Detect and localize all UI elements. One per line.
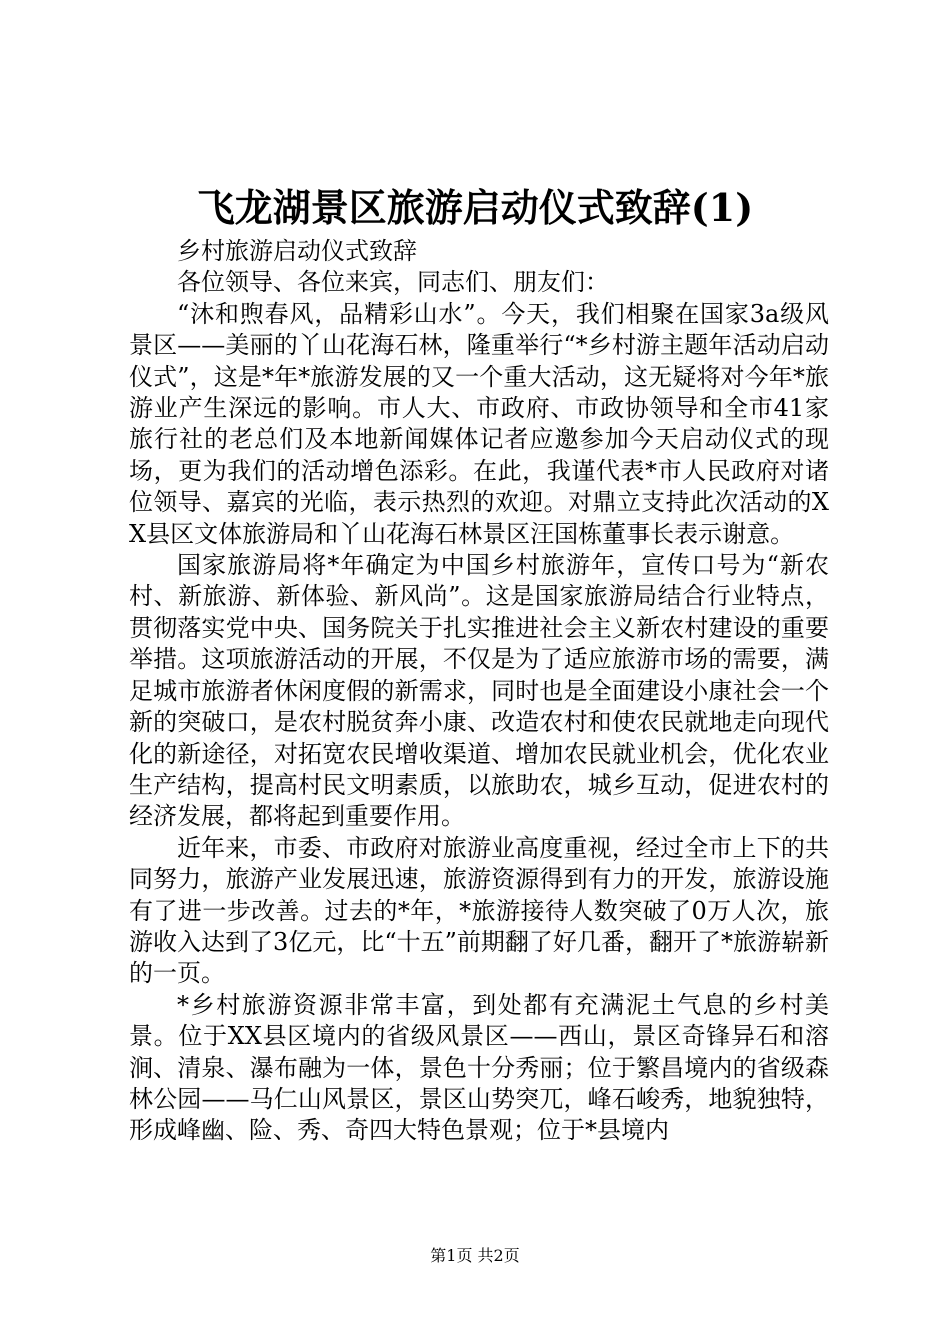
page-footer: 第1页 共2页	[430, 1246, 520, 1265]
paragraph-salutation: 各位领导、各位来宾，同志们、朋友们：	[177, 268, 609, 297]
document-body	[129, 236, 829, 1147]
paragraph: 国家旅游局将*年确定为中国乡村旅游年，宣传口号为“新农村、新旅游、新体验、新风尚”。这是国家旅游局结合行业特点，贯彻落实党中央、国务院关于扎实推进社会主义新农村建设的重要举措。这项旅游活动的开展，不仅是为了适应旅游市场的需要，满足城市旅游者休闲度假的新需求，同时也是全面建设小康社会一个新的突破口，是农村脱贫奔小康、改造农村和使农民就地走向现代化的新途径，对拓宽农民增收渠道、增加农民就业机会，优化农业生产结构，提高村民文明素质，以旅助农，城乡互动，促进农村的经济发展，都将起到重要作用。	[129, 551, 829, 831]
document-title: 飞龙湖景区旅游启动仪式致辞(1)	[196, 185, 754, 230]
paragraph: 近年来，市委、市政府对旅游业高度重视，经过全市上下的共同努力，旅游产业发展迅速，旅游资源得到有力的开发，旅游设施有了进一步改善。过去的*年，*旅游接待人数突破了0万人次，旅游收入达到了3亿元，比“十五”前期翻了好几番，翻开了*旅游崭新的一页。	[129, 833, 829, 988]
paragraph: *乡村旅游资源非常丰富，到处都有充满泥土气息的乡村美景。位于XX县区境内的省级风景区——西山，景区奇锋异石和溶涧、清泉、瀑布融为一体，景色十分秀丽；位于繁昌境内的省级森林公园——马仁山风景区，景区山势突兀，峰石峻秀，地貌独特，形成峰幽、险、秀、奇四大特色景观；位于*县境内	[129, 990, 829, 1145]
paragraph-subtitle: 乡村旅游启动仪式致辞	[177, 237, 417, 265]
paragraph: “沐和煦春风，品精彩山水”。今天，我们相聚在国家3a级风景区——美丽的丫山花海石林，隆重举行“*乡村游主题年活动启动仪式”，这是*年*旅游发展的又一个重大活动，这无疑将对今年*旅游业产生深远的影响。市人大、市政府、市政协领导和全市41家旅行社的老总们及本地新闻媒体记者应邀参加今天启动仪式的现场，更为我们的活动增色添彩。在此，我谨代表*市人民政府对诸位领导、嘉宾的光临，表示热烈的欢迎。对鼎立支持此次活动的XX县区文体旅游局和丫山花海石林景区汪国栋董事长表示谢意。	[129, 299, 829, 548]
